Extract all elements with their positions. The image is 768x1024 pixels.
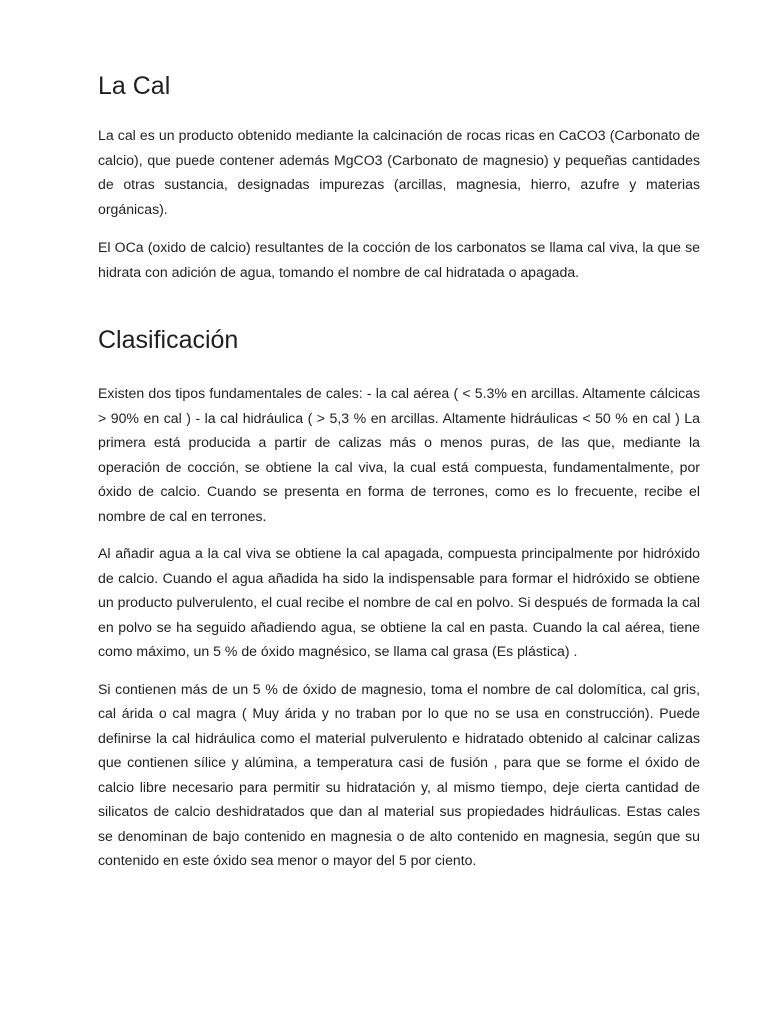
paragraph-definicion: La cal es un producto obtenido mediante la calcinación de rocas ricas en CaCO3 (Carbonato de calcio), que puede contener además MgCO3 (Carbonato de magnesio) y pequeñas cantidades de otras sustancia, designadas impurezas (arcillas, magnesia, hierro, azufre y materias orgánicas). bbox=[98, 127, 700, 217]
document-page bbox=[98, 66, 700, 873]
paragraph-cal-viva: El OCa (oxido de calcio) resultantes de la cocción de los carbonatos se llama cal viva, la que se hidrata con adición de agua, tomando el nombre de cal hidratada o apagada. bbox=[98, 239, 700, 280]
paragraph-tipos-cales: Existen dos tipos fundamentales de cales: - la cal aérea ( < 5.3% en arcillas. Altamente cálcicas > 90% en cal ) - la cal hidráulica ( > 5,3 % en arcillas. Altamente hidráulicas < 50 % en cal ) La primera está producida a partir de calizas más o menos puras, de las que, mediante la operación de cocción, se obtiene la cal viva, la cual está compuesta, fundamentalmente, por óxido de calcio. Cuando se presenta en forma de terrones, como es lo frecuente, recibe el nombre de cal en terrones. bbox=[98, 385, 700, 524]
section-heading-clasificacion: Clasificación bbox=[98, 326, 239, 354]
paragraph-cal-apagada: Al añadir agua a la cal viva se obtiene la cal apagada, compuesta principalmente por hidróxido de calcio. Cuando el agua añadida ha sido la indispensable para formar el hidróxido se obtiene un producto pulverulento, el cual recibe el nombre de cal en polvo. Si después de formada la cal en polvo se ha seguido añadiendo agua, se obtiene la cal en pasta. Cuando la cal aérea, tiene como máximo, un 5 % de óxido magnésico, se llama cal grasa (Es plástica) . bbox=[98, 545, 700, 659]
section-heading-la-cal: La Cal bbox=[98, 72, 171, 100]
paragraph-cal-dolomitica: Si contienen más de un 5 % de óxido de magnesio, toma el nombre de cal dolomítica, cal gris, cal árida o cal magra ( Muy árida y no traban por lo que no se usa en construcción). Puede definirse la cal hidráulica como el material pulverulento e hidratado obtenido al calcinar calizas que contienen sílice y alúmina, a temperatura casi de fusión , para que se forme el óxido de calcio libre necesario para permitir su hidratación y, al mismo tiempo, deje cierta cantidad de silicatos de calcio deshidratados que dan al material sus propiedades hidráulicas. Estas cales se denominan de bajo contenido en magnesia o de alto contenido en magnesia, según que su contenido en este óxido sea menor o mayor del 5 por ciento. bbox=[98, 680, 700, 868]
